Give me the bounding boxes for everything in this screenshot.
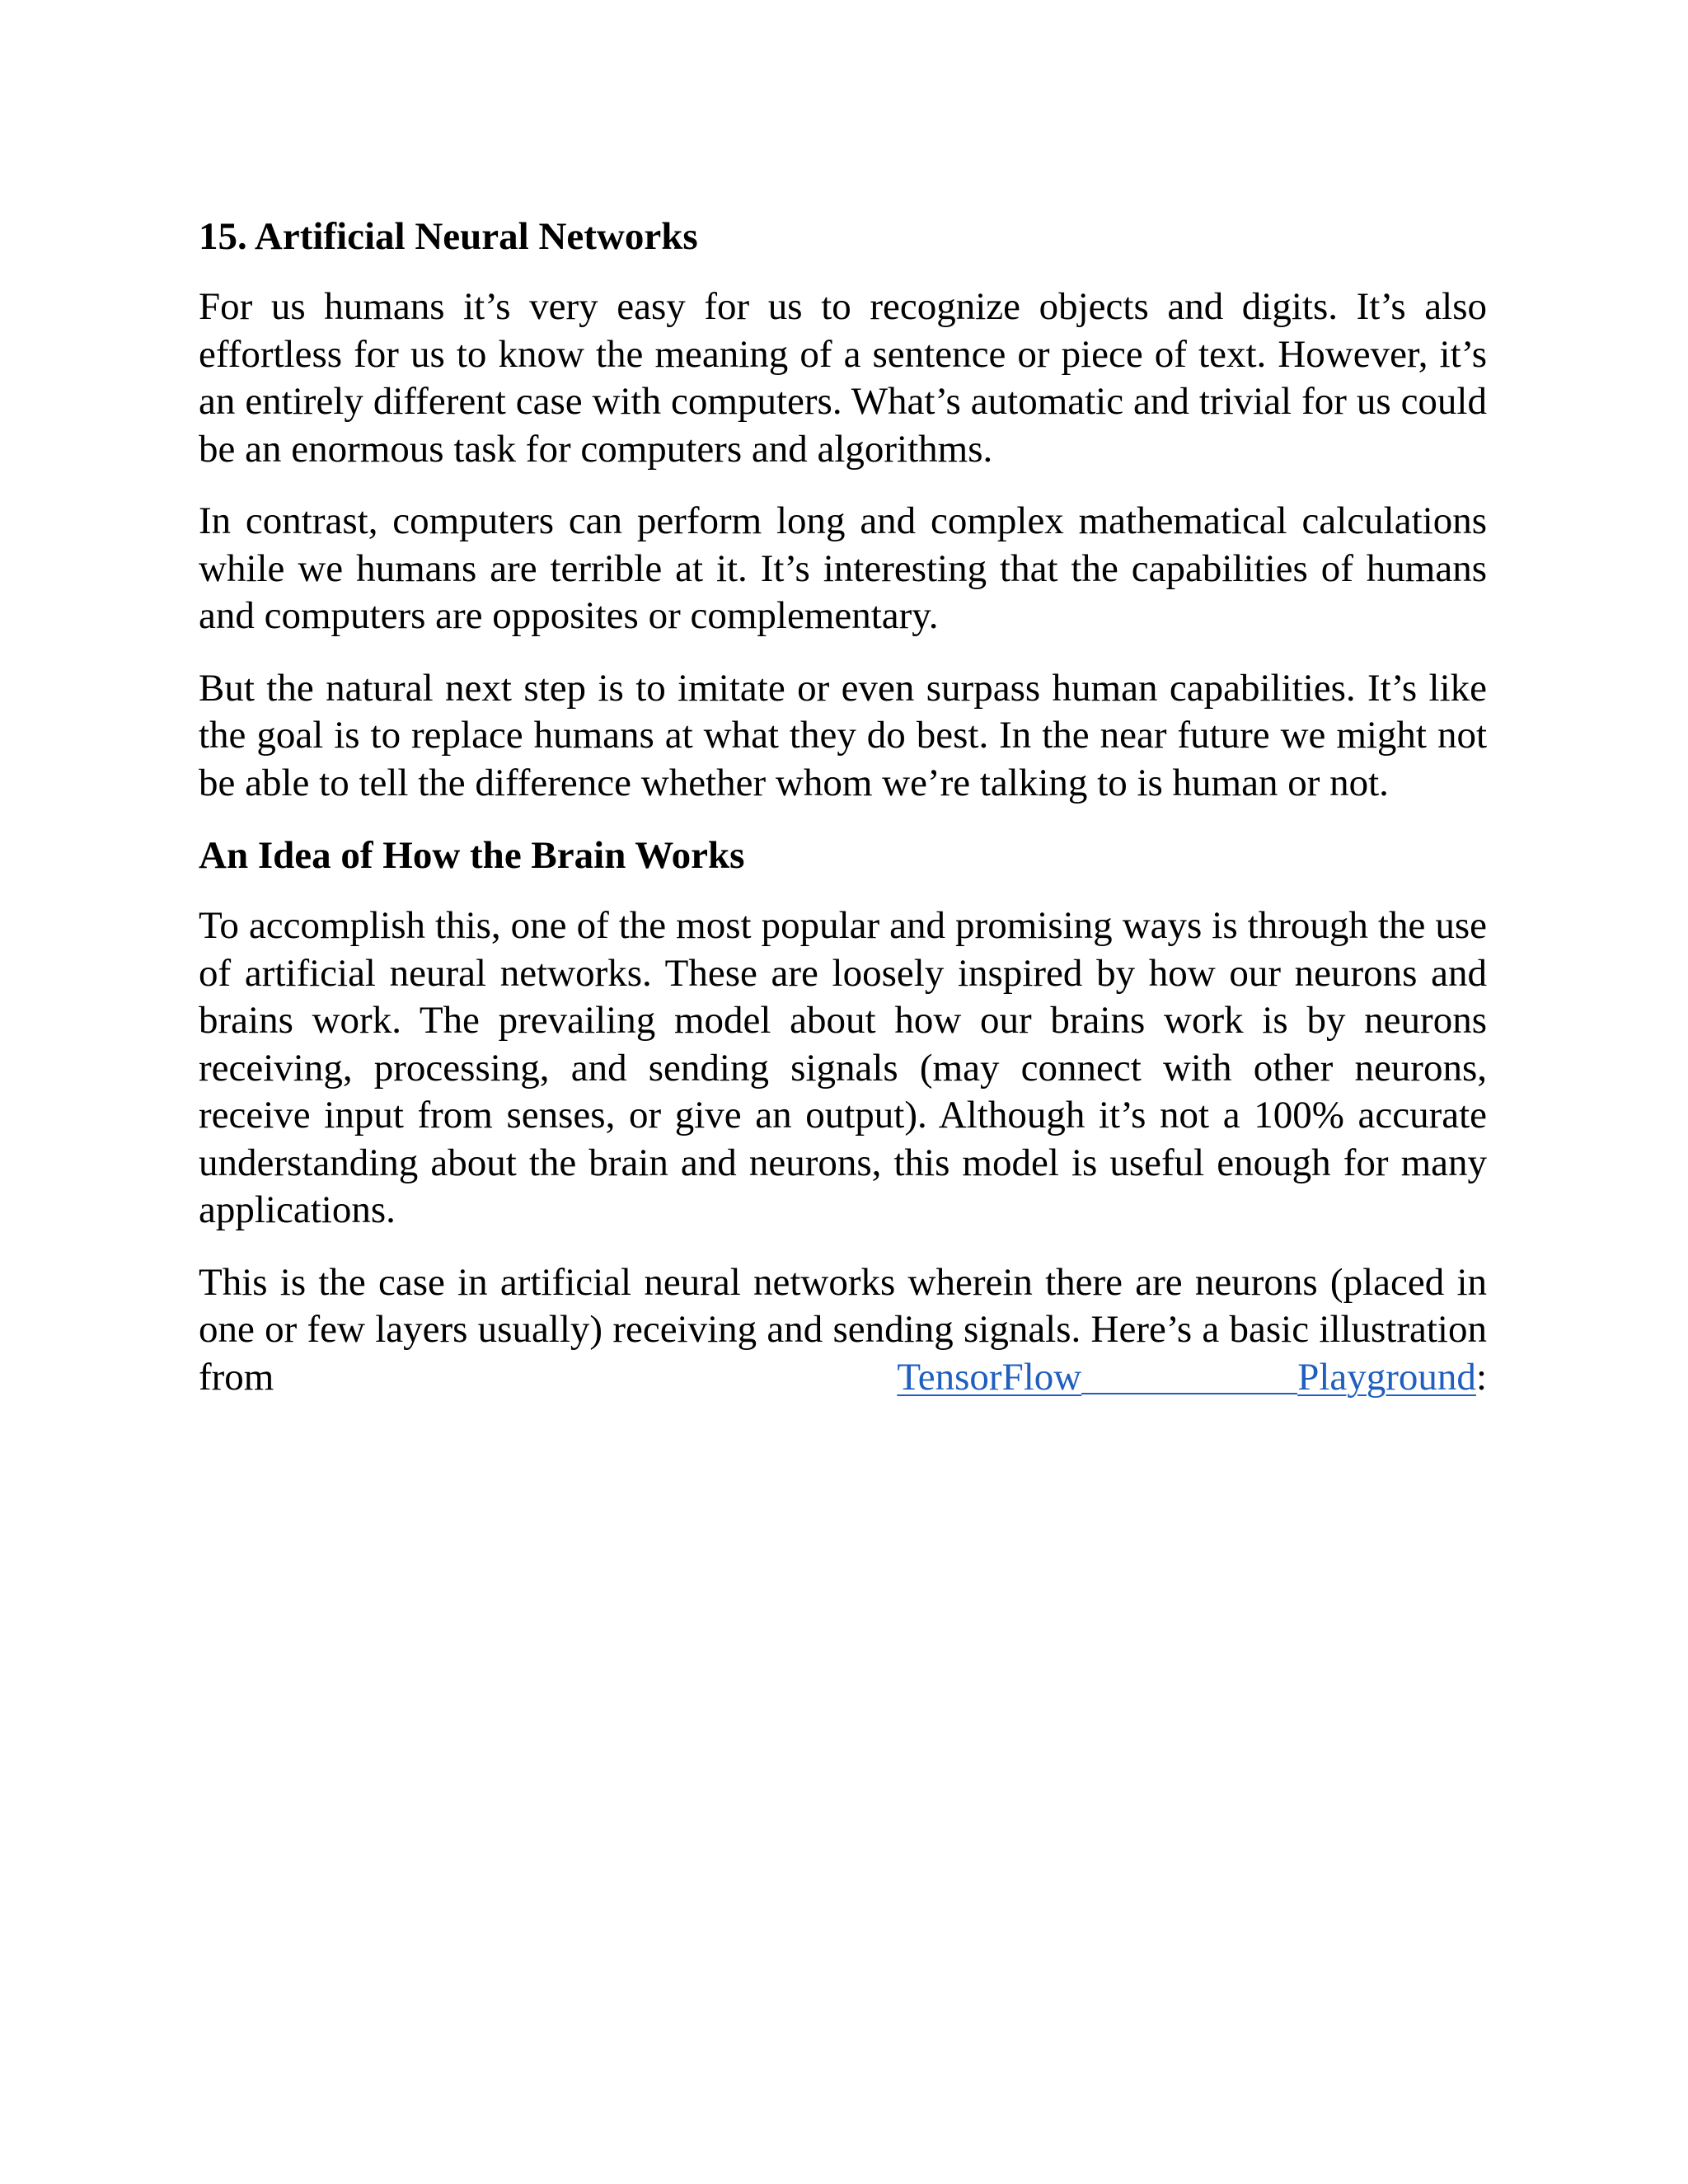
tensorflow-playground-link[interactable] [897, 1356, 1476, 1399]
link-word-2: Playground [1297, 1355, 1476, 1399]
paragraph-5 [199, 1259, 1487, 1402]
paragraph-4: To accomplish this, one of the most popular and promising ways is through the use of artificial neural networks. These are loosely inspired by how our neurons and brains work. The prevailing model about how our brains work is by neurons receiving, processing, and sending signals (may connect with other neurons, receive input from senses, or give an output). Although it’s not a 100% accurate understanding about the brain and neurons, this model is useful enough for many applications. [199, 904, 1487, 1231]
link-underline-gap [1081, 1392, 1297, 1394]
paragraph-3: But the natural next step is to imitate or even surpass human capabilities. It’s like the goal is to replace humans at what they do best. In the near future we might not be able to tell the difference whether whom we’re talking to is human or not. [199, 666, 1487, 804]
chapter-heading: 15. Artificial Neural Networks [199, 215, 698, 258]
section-heading: An Idea of How the Brain Works [199, 834, 745, 877]
link-word-1: TensorFlow [897, 1355, 1082, 1399]
document-page [199, 213, 1487, 1426]
paragraph-1: For us humans it’s very easy for us to recognize objects and digits. It’s also effortless for us to know the meaning of a sentence or piece of text. However, it’s an entirely different case with computers. What’s automatic and trivial for us could be an enormous task for computers and algorithms. [199, 285, 1487, 471]
paragraph-2: In contrast, computers can perform long and complex mathematical calculations while we humans are terrible at it. It’s interesting that the capabilities of humans and computers are opposites or complementary. [199, 499, 1487, 637]
paragraph-5-tail: : [1475, 1355, 1487, 1399]
paragraph-5-text: This is the case in artificial neural networks wherein there are neurons (placed in one or few layers usually) receiving and sending signals. Here’s a basic illustration from [199, 1260, 1487, 1399]
